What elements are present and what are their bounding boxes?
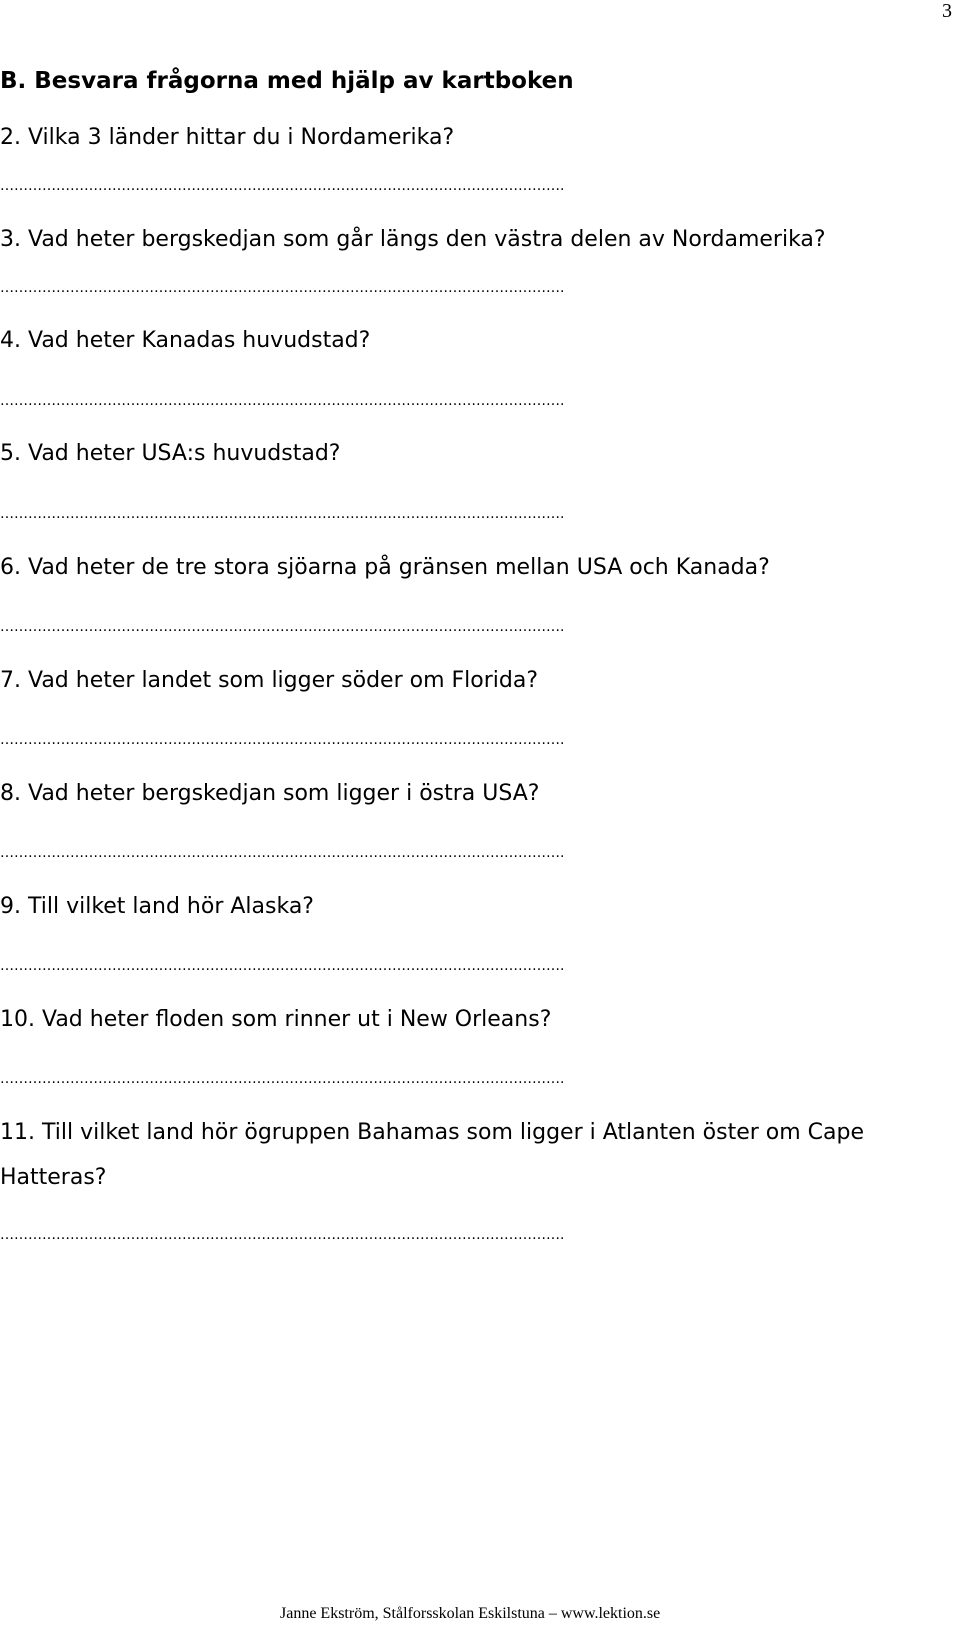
question-9: 9. Till vilket land hör Alaska? xyxy=(0,894,314,919)
question-5: 5. Vad heter USA:s huvudstad? xyxy=(0,441,341,466)
answer-line-7[interactable]: …………………………………………………………………………………………………………. xyxy=(0,732,565,748)
answer-line-2[interactable]: …………………………………………………………………………………………………………. xyxy=(0,178,565,194)
question-7: 7. Vad heter landet som ligger söder om Florida? xyxy=(0,668,539,693)
page-number: 3 xyxy=(942,0,952,22)
question-2: 2. Vilka 3 länder hittar du i Nordamerika? xyxy=(0,125,455,150)
answer-line-9[interactable]: …………………………………………………………………………………………………………. xyxy=(0,958,565,974)
answer-line-4[interactable]: …………………………………………………………………………………………………………. xyxy=(0,393,565,409)
answer-line-11[interactable]: …………………………………………………………………………………………………………. xyxy=(0,1227,565,1243)
question-11: 11. Till vilket land hör ögruppen Bahamas som ligger i Atlanten öster om Cape Hatteras? xyxy=(0,1120,864,1190)
question-3: 3. Vad heter bergskedjan som går längs den västra delen av Nordamerika? xyxy=(0,227,826,252)
answer-line-5[interactable]: …………………………………………………………………………………………………………. xyxy=(0,506,565,522)
question-4: 4. Vad heter Kanadas huvudstad? xyxy=(0,328,371,353)
answer-line-8[interactable]: …………………………………………………………………………………………………………. xyxy=(0,845,565,861)
section-heading: B. Besvara frågorna med hjälp av kartboken xyxy=(0,68,574,94)
answer-line-3[interactable]: …………………………………………………………………………………………………………. xyxy=(0,280,565,296)
page-footer: Janne Ekström, Stålforsskolan Eskilstuna – www.lektion.se xyxy=(280,1605,661,1622)
question-10: 10. Vad heter floden som rinner ut i New Orleans? xyxy=(0,1007,552,1032)
answer-line-6[interactable]: …………………………………………………………………………………………………………. xyxy=(0,619,565,635)
question-8: 8. Vad heter bergskedjan som ligger i östra USA? xyxy=(0,781,540,806)
question-6: 6. Vad heter de tre stora sjöarna på gränsen mellan USA och Kanada? xyxy=(0,555,770,580)
answer-line-10[interactable]: …………………………………………………………………………………………………………. xyxy=(0,1071,565,1087)
